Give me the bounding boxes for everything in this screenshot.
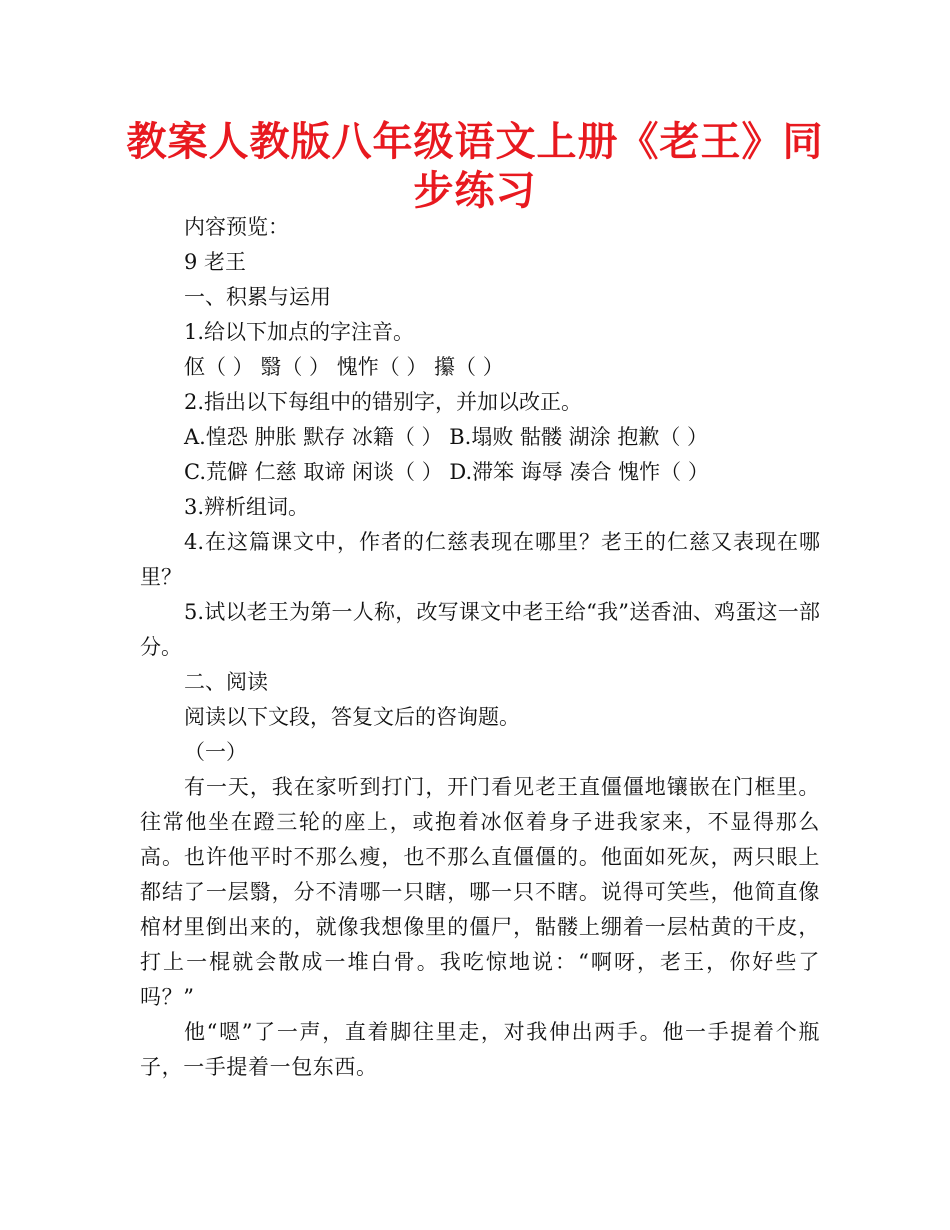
document-body — [140, 210, 820, 1085]
lesson-heading: 9 老王 — [184, 250, 247, 274]
section-heading-2: 二、阅读 — [184, 670, 268, 694]
passage-paragraph-1: 有一天，我在家听到打门，开门看见老王直僵僵地镶嵌在门框里。往常他坐在蹬三轮的座上，或抱着冰伛着身子进我家来，不显得那么高。也许他平时不那么瘦，也不那么直僵僵的。他面如死灰，两只眼上都结了一层翳，分不清哪一只瞎，哪一只不瞎。说得可笑些，他简直像棺材里倒出来的，就像我想像里的僵尸，骷髅上绷着一层枯黄的干皮，打上一棍就会散成一堆白骨。我吃惊地说：“啊呀，老王，你好些了吗？” — [140, 775, 820, 1009]
question-1: 1.给以下加点的字注音。 — [184, 320, 415, 344]
question-1-items: 伛（ ） 翳（ ） 愧怍（ ） 攥（ ） — [184, 355, 504, 379]
part-marker: （一） — [184, 740, 247, 764]
question-2: 2.指出以下每组中的错别字，并加以改正。 — [184, 390, 583, 414]
reading-intro: 阅读以下文段，答复文后的咨询题。 — [184, 705, 520, 729]
question-2-options-ab: A.惶恐 肿胀 默存 冰籍（ ） B.塌败 骷髅 湖涂 抱歉（ ） — [184, 425, 709, 449]
section-heading-1: 一、积累与运用 — [184, 285, 331, 309]
preview-label: 内容预览： — [184, 215, 289, 239]
question-5: 5.试以老王为第一人称，改写课文中老王给“我”送香油、鸡蛋这一部分。 — [140, 600, 820, 659]
question-4: 4.在这篇课文中，作者的仁慈表现在哪里？老王的仁慈又表现在哪里？ — [140, 530, 820, 589]
question-2-options-cd: C.荒僻 仁慈 取谛 闲谈（ ） D.滞笨 诲辱 凑合 愧怍（ ） — [184, 460, 709, 484]
question-3: 3.辨析组词。 — [184, 495, 310, 519]
document-title: 教案人教版八年级语文上册《老王》同步练习 — [126, 119, 824, 214]
passage-paragraph-2: 他“嗯”了一声，直着脚往里走，对我伸出两手。他一手提着个瓶子，一手提着一包东西。 — [140, 1020, 820, 1079]
